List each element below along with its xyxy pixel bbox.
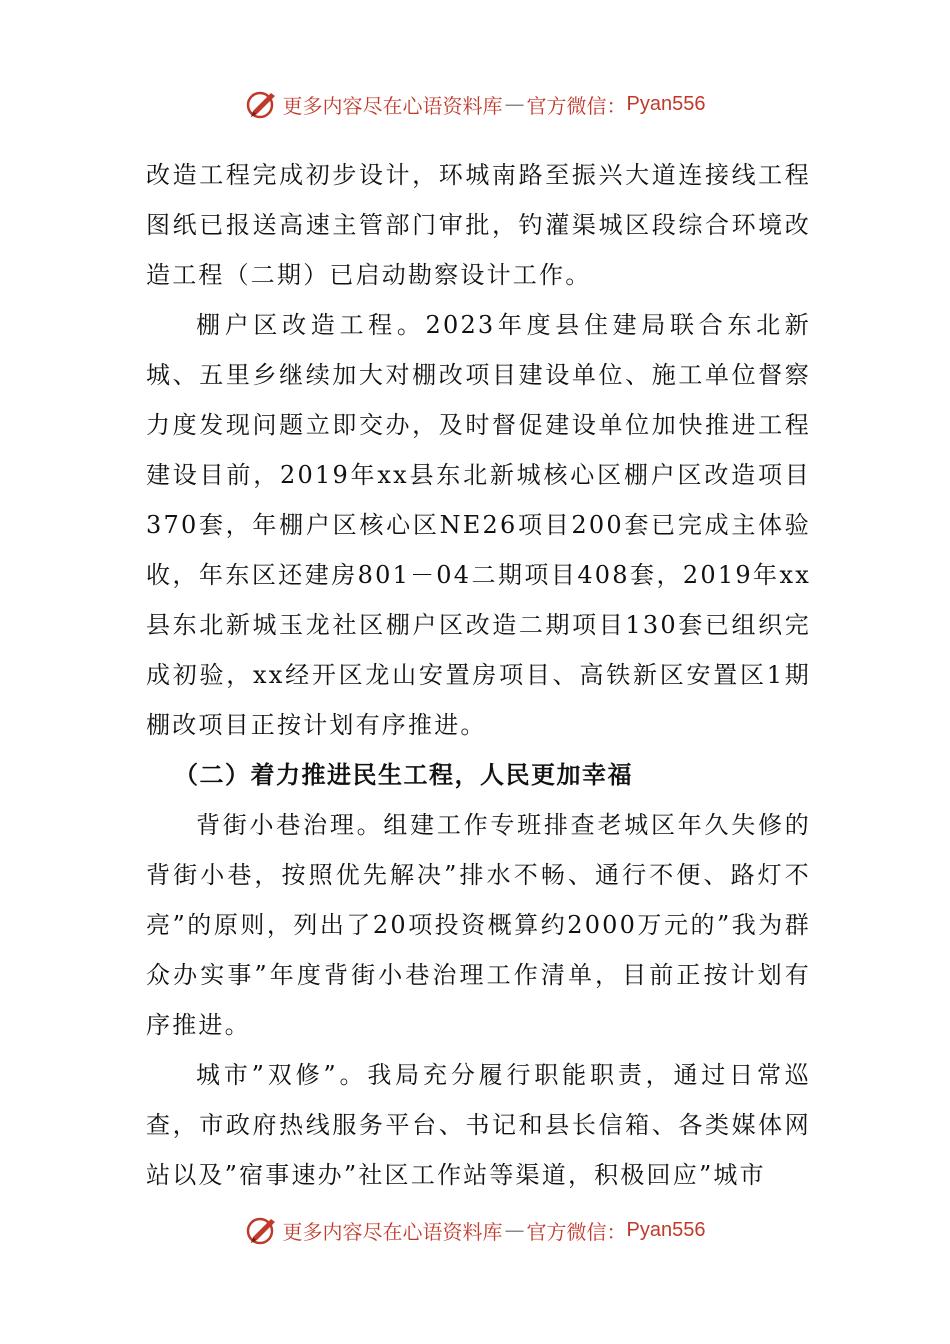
watermark-account: Pyan556 bbox=[626, 1218, 706, 1241]
document-body bbox=[146, 150, 811, 1200]
footer-watermark bbox=[0, 1210, 950, 1250]
watermark-separator: — bbox=[504, 92, 525, 116]
paragraph-continuation: 改造工程完成初步设计，环城南路至振兴大道连接线工程图纸已报送高速主管部门审批，钓灌渠城区段综合环境改造工程（二期）已启动勘察设计工作。 bbox=[146, 161, 811, 289]
pen-logo-icon bbox=[245, 87, 279, 121]
paragraph-city-double-repair: 城市”双修”。我局充分履行职能职责，通过日常巡查，市政府热线服务平台、书记和县长信箱、各类媒体网站以及”宿事速办”社区工作站等渠道，积极回应”城市 bbox=[146, 1061, 811, 1189]
watermark-account: Pyan556 bbox=[626, 92, 706, 115]
watermark-separator: — bbox=[504, 1218, 525, 1242]
watermark-label: 官方微信： bbox=[526, 93, 627, 118]
watermark-text: 更多内容尽在心语资料库 bbox=[282, 1219, 503, 1244]
pen-logo-icon bbox=[245, 1213, 279, 1247]
watermark-text: 更多内容尽在心语资料库 bbox=[282, 93, 503, 118]
paragraph-shantytown-renovation: 棚户区改造工程。2023年度县住建局联合东北新城、五里乡继续加大对棚改项目建设单位、施工单位督察力度发现问题立即交办，及时督促建设单位加快推进工程建设目前，2019年xx县东北新城核心区棚户区改造项目370套，年棚户区核心区NE26项目200套已完成主体验收，年东区还建房801－04二期项目408套，2019年xx县东北新城玉龙社区棚户区改造二期项目130套已组织完成初验，xx经开区龙山安置房项目、高铁新区安置区1期棚改项目正按计划有序推进。 bbox=[146, 311, 811, 739]
paragraph-back-alley-governance: 背街小巷治理。组建工作专班排查老城区年久失修的背街小巷，按照优先解决”排水不畅、通行不便、路灯不亮”的原则，列出了20项投资概算约2000万元的”我为群众办实事”年度背街小巷治理工作清单，目前正按计划有序推进。 bbox=[146, 811, 811, 1039]
watermark-label: 官方微信： bbox=[526, 1219, 627, 1244]
section-heading: （二）着力推进民生工程，人民更加幸福 bbox=[174, 760, 633, 789]
header-watermark bbox=[0, 84, 950, 124]
